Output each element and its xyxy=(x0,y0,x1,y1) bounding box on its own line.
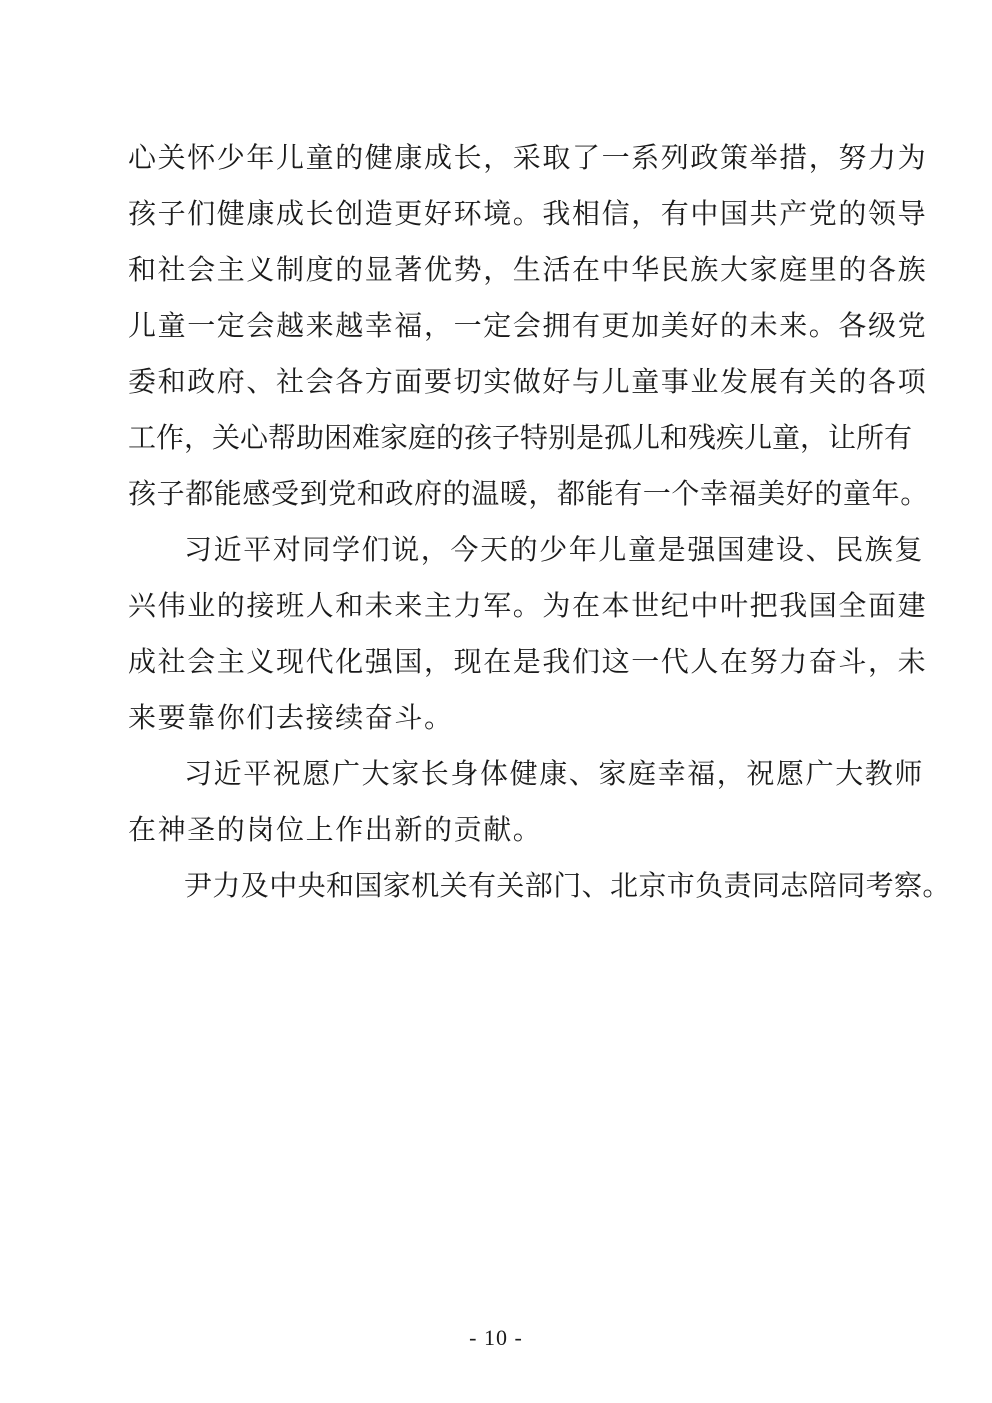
body-text-line: 和社会主义制度的显著优势，生活在中华民族大家庭里的各族 xyxy=(128,253,928,286)
body-text-line: 成社会主义现代化强国，现在是我们这一代人在努力奋斗，未 xyxy=(128,645,928,678)
body-text-line: 兴伟业的接班人和未来主力军。为在本世纪中叶把我国全面建 xyxy=(128,589,928,622)
body-text-line: 在神圣的岗位上作出新的贡献。 xyxy=(128,813,543,846)
body-text-line: 工作，关心帮助困难家庭的孩子特别是孤儿和残疾儿童，让所有 xyxy=(128,421,913,454)
body-text-line: 儿童一定会越来越幸福，一定会拥有更加美好的未来。各级党 xyxy=(128,309,928,342)
body-text-line: 来要靠你们去接续奋斗。 xyxy=(128,701,454,734)
paragraph-first-line: 习近平祝愿广大家长身体健康、家庭幸福，祝愿广大教师 xyxy=(184,757,925,790)
body-text-line: 孩子们健康成长创造更好环境。我相信，有中国共产党的领导 xyxy=(128,197,928,230)
paragraph-first-line: 尹力及中央和国家机关有关部门、北京市负责同志陪同考察。 xyxy=(184,869,951,902)
body-text-line: 心关怀少年儿童的健康成长，采取了一系列政策举措，努力为 xyxy=(128,141,928,174)
page-number: - 10 - xyxy=(469,1325,523,1350)
body-text-line: 孩子都能感受到党和政府的温暖，都能有一个幸福美好的童年。 xyxy=(128,477,929,510)
body-text-line: 委和政府、社会各方面要切实做好与儿童事业发展有关的各项 xyxy=(128,365,928,398)
paragraph-first-line: 习近平对同学们说，今天的少年儿童是强国建设、民族复 xyxy=(184,533,925,566)
